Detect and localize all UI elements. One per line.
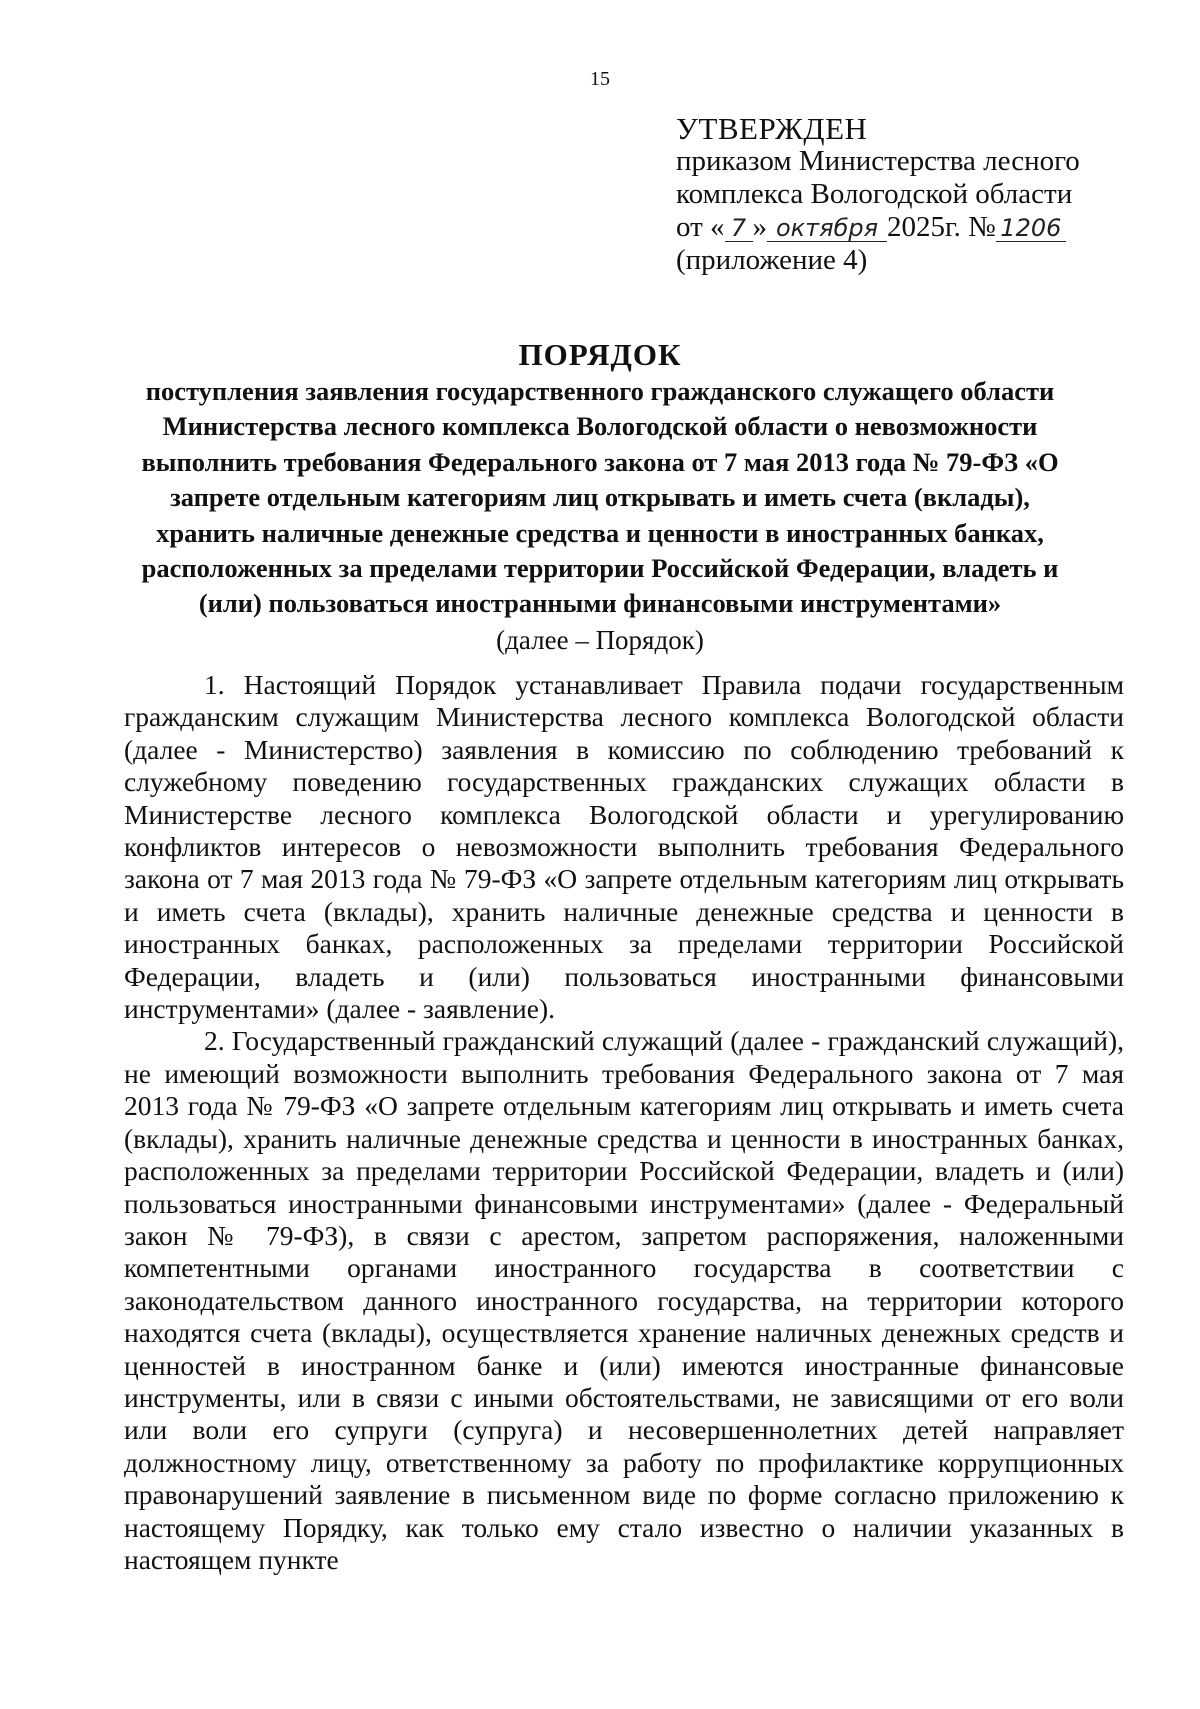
date-prefix: от « xyxy=(676,211,725,243)
date-year: 2025г. xyxy=(887,211,961,243)
document-body xyxy=(124,669,1124,1576)
approval-date-line xyxy=(676,211,1176,244)
approval-order-line: приказом Министерства лесного xyxy=(676,145,1080,177)
handwritten-month: октября xyxy=(767,215,887,242)
approval-appendix: (приложение 4) xyxy=(676,244,868,276)
handwritten-number: 1206 xyxy=(996,215,1066,242)
approval-ministry-line: комплекса Вологодской области xyxy=(676,178,1073,210)
paragraph-1: 1. Настоящий Порядок устанавливает Правила подачи государственным гражданским служащим Министерства лесного комплекса Вологодской области (далее - Министерство) заявления в комиссию по соблюдению требований к служебному поведению государственных гражданских служащих области в Министерстве лесного комплекса Вологодской области и урегулированию конфликтов интересов о невозможности выполнить требования Федерального закона от 7 мая 2013 года № 79-ФЗ «О запрете отдельным категориям лиц открывать и иметь счета (вклады), хранить наличные денежные средства и ценности в иностранных банках, расположенных за пределами территории Российской Федерации, владеть и (или) пользоваться иностранными финансовыми инструментами» (далее - заявление). xyxy=(124,669,1124,1025)
handwritten-day: 7 xyxy=(725,215,753,242)
number-prefix: № xyxy=(960,211,996,243)
approval-heading: УТВЕРЖДЕН xyxy=(676,111,868,146)
title-block xyxy=(120,336,1080,658)
date-mid: » xyxy=(752,211,768,243)
document-short-name: (далее – Порядок) xyxy=(496,624,704,655)
document-subtitle: поступления заявления государственного гражданского служащего области Министерства лесного комплекса Вологодской области о невозможности выполнить требования Федерального закона от 7 мая 2013 года № 79-ФЗ «О запрете отдельным категориям лиц открывать и иметь счета (вклады), хранить наличные денежные средства и ценности в иностранных банках, расположенных за пределами территории Российской Федерации, владеть и (или) пользоваться иностранными финансовыми инструментами» xyxy=(141,376,1059,619)
paragraph-2: 2. Государственный гражданский служащий (далее - гражданский служащий), не имеющий возможности выполнить требования Федерального закона от 7 мая 2013 года № 79-ФЗ «О запрете отдельным категориям лиц открывать и иметь счета (вклады), хранить наличные денежные средства и ценности в иностранных банках, расположенных за пределами территории Российской Федерации, владеть и (или) пользоваться иностранными финансовыми инструментами» (далее - Федеральный закон № 79-ФЗ), в связи с арестом, запретом распоряжения, наложенными компетентными органами иностранного государства в соответствии с законодательством данного иностранного государства, на территории которого находятся счета (вклады), осуществляется хранение наличных денежных средств и ценностей в иностранном банке и (или) имеются иностранные финансовые инструменты, или в связи с иными обстоятельствами, не зависящими от его воли или воли его супруги (супруга) и несовершеннолетних детей направляет должностному лицу, ответственному за работу по профилактике коррупционных правонарушений заявление в письменном виде по форме согласно приложению к настоящему Порядку, как только ему стало известно о наличии указанных в настоящем пункте xyxy=(124,1025,1124,1575)
page-number: 15 xyxy=(590,68,610,90)
approval-stamp-block xyxy=(676,112,1176,277)
document-title: ПОРЯДОК xyxy=(518,337,682,372)
